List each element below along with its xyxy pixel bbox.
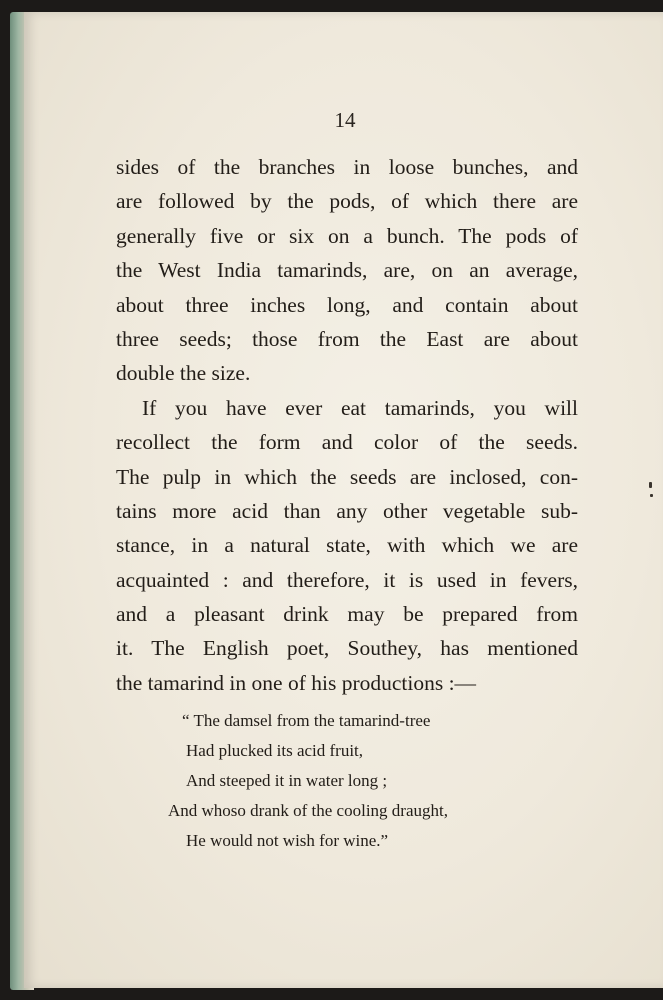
verse-quotation xyxy=(168,706,448,856)
text-line: tains more acid than any other vegetable sub- xyxy=(116,498,578,523)
text-line: three seeds; those from the East are about xyxy=(116,326,578,351)
text-line: sides of the branches in loose bunches, and xyxy=(116,155,578,179)
text-line: it. The English poet, Southey, has mentioned xyxy=(116,636,578,661)
page-speck xyxy=(650,494,653,497)
text-line: and a pleasant drink may be prepared from xyxy=(116,602,578,627)
text-line: recollect the form and color of the seeds. xyxy=(116,430,578,455)
verse-line: “ The damsel from the tamarind-tree xyxy=(182,711,431,730)
verse-line: And steeped it in water long ; xyxy=(186,771,388,790)
text-line: are followed by the pods, of which there are xyxy=(116,189,578,214)
body-text xyxy=(116,150,578,700)
page-speck xyxy=(649,482,652,488)
text-line: about three inches long, and contain about xyxy=(116,292,578,317)
page-number: 14 xyxy=(334,108,356,132)
text-line: generally five or six on a bunch. The pods of xyxy=(116,223,578,248)
text-line: acquainted : and therefore, it is used in fevers, xyxy=(116,567,578,592)
text-line: double the size. xyxy=(116,361,251,386)
text-line: the tamarind in one of his productions :— xyxy=(116,670,477,695)
verse-line: Had plucked its acid fruit, xyxy=(186,741,364,760)
verse-line: And whoso drank of the cooling draught, xyxy=(168,801,448,820)
text-line: stance, in a natural state, with which we are xyxy=(116,533,578,558)
text-line: The pulp in which the seeds are inclosed, con- xyxy=(116,464,578,489)
text-line: the West India tamarinds, are, on an average, xyxy=(116,258,578,283)
text-line: If you have ever eat tamarinds, you will xyxy=(142,395,578,420)
verse-line: He would not wish for wine.” xyxy=(186,831,389,850)
